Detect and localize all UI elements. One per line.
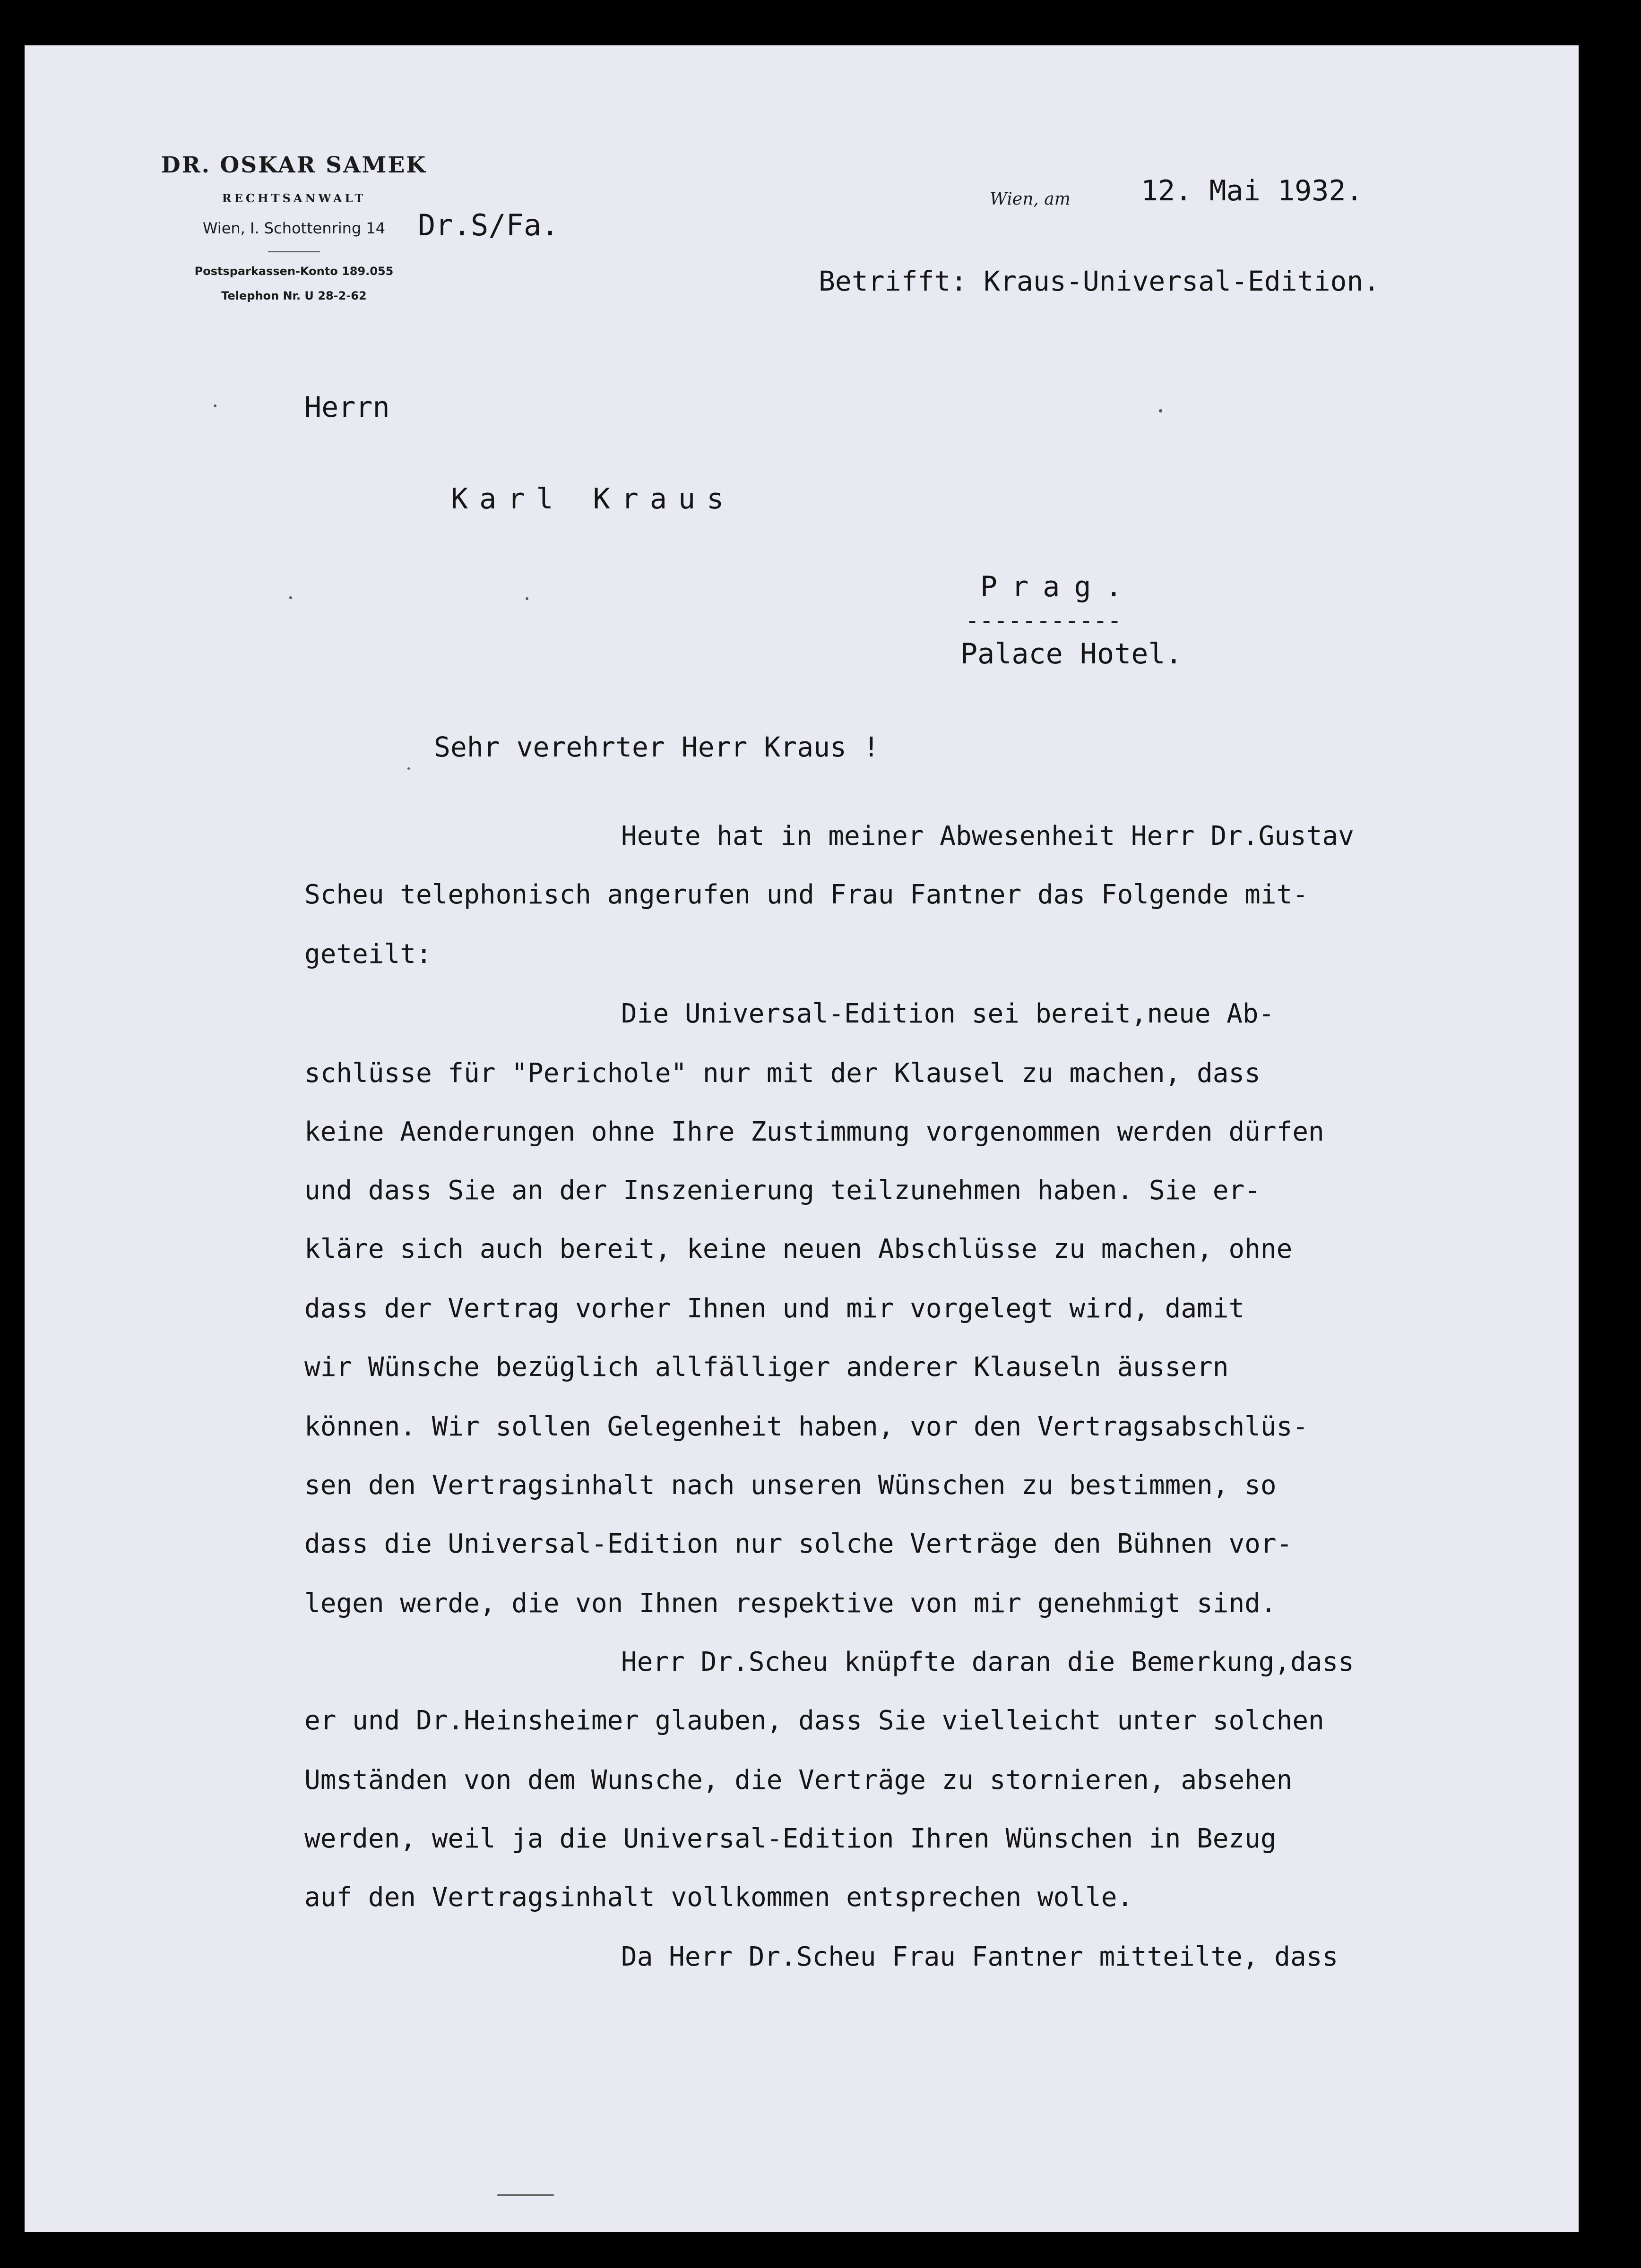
subject-line: Betrifft: Kraus-Universal-Edition. (819, 265, 1380, 297)
body-line: legen werde, die von Ihnen respektive von mir genehmigt sind. (304, 1588, 1277, 1619)
body-line: geteilt: (304, 939, 432, 970)
body-line: werden, weil ja die Universal-Edition Ihren Wünschen in Bezug (304, 1823, 1277, 1854)
body-line: wir Wünsche bezüglich allfälliger anderer Klauseln äussern (304, 1352, 1229, 1383)
recipient-salutation: Herrn (304, 391, 390, 424)
letterhead-address: Wien, I. Schottenring 14 (202, 219, 386, 237)
city-underline: ----------- (965, 607, 1122, 634)
reference-code: Dr.S/Fa. (418, 208, 559, 242)
recipient-name: Karl Kraus (451, 482, 735, 515)
body-line: Umständen von dem Wunsche, die Verträge zu stornieren, absehen (304, 1765, 1293, 1796)
paper-speck (407, 767, 410, 770)
letter-date: 12. Mai 1932. (1141, 174, 1363, 207)
body-line: Heute hat in meiner Abwesenheit Herr Dr.Gustav (621, 821, 1354, 851)
paper-speck (526, 597, 528, 600)
paper-speck (289, 596, 292, 599)
recipient-city: Prag. (980, 570, 1137, 603)
letterhead-konto: Postsparkassen-Konto 189.055 (194, 265, 394, 278)
paper-speck (1159, 409, 1162, 412)
body-line: dass die Universal-Edition nur solche Verträge den Bühnen vor- (304, 1529, 1293, 1559)
body-line: Herr Dr.Scheu knüpfte daran die Bemerkung,dass (621, 1647, 1354, 1677)
body-line: schlüsse für "Perichole" nur mit der Klausel zu machen, dass (304, 1058, 1261, 1089)
body-line: und dass Sie an der Inszenierung teilzunehmen haben. Sie er- (304, 1175, 1261, 1206)
body-line: kläre sich auch bereit, keine neuen Abschlüsse zu machen, ohne (304, 1234, 1293, 1264)
body-line: Da Herr Dr.Scheu Frau Fantner mitteilte, dass (621, 1942, 1339, 1972)
letterhead-divider (268, 251, 320, 252)
body-line: dass der Vertrag vorher Ihnen und mir vorgelegt wird, damit (304, 1293, 1245, 1324)
place-label: Wien, am (990, 189, 1071, 209)
body-line: keine Aenderungen ohne Ihre Zustimmung vorgenommen werden dürfen (304, 1117, 1324, 1147)
letterhead-title: RECHTSANWALT (222, 191, 366, 205)
recipient-hotel: Palace Hotel. (960, 637, 1183, 670)
letterhead-name: DR. OSKAR SAMEK (161, 152, 427, 178)
greeting: Sehr verehrter Herr Kraus ! (434, 731, 880, 763)
body-line: sen den Vertragsinhalt nach unseren Wünschen zu bestimmen, so (304, 1470, 1277, 1501)
body-line: Die Universal-Edition sei bereit,neue Ab- (621, 998, 1275, 1029)
body-line: Scheu telephonisch angerufen und Frau Fantner das Folgende mit- (304, 879, 1309, 910)
body-line: können. Wir sollen Gelegenheit haben, vor den Vertragsabschlüs- (304, 1411, 1309, 1442)
body-line: auf den Vertragsinhalt vollkommen entsprechen wolle. (304, 1882, 1133, 1913)
body-line: er und Dr.Heinsheimer glauben, dass Sie vielleicht unter solchen (304, 1705, 1324, 1736)
letter-page (25, 45, 1579, 2232)
paper-speck (214, 404, 216, 407)
paper-mark (497, 2194, 554, 2196)
letterhead-telephone: Telephon Nr. U 28-2-62 (221, 289, 367, 302)
